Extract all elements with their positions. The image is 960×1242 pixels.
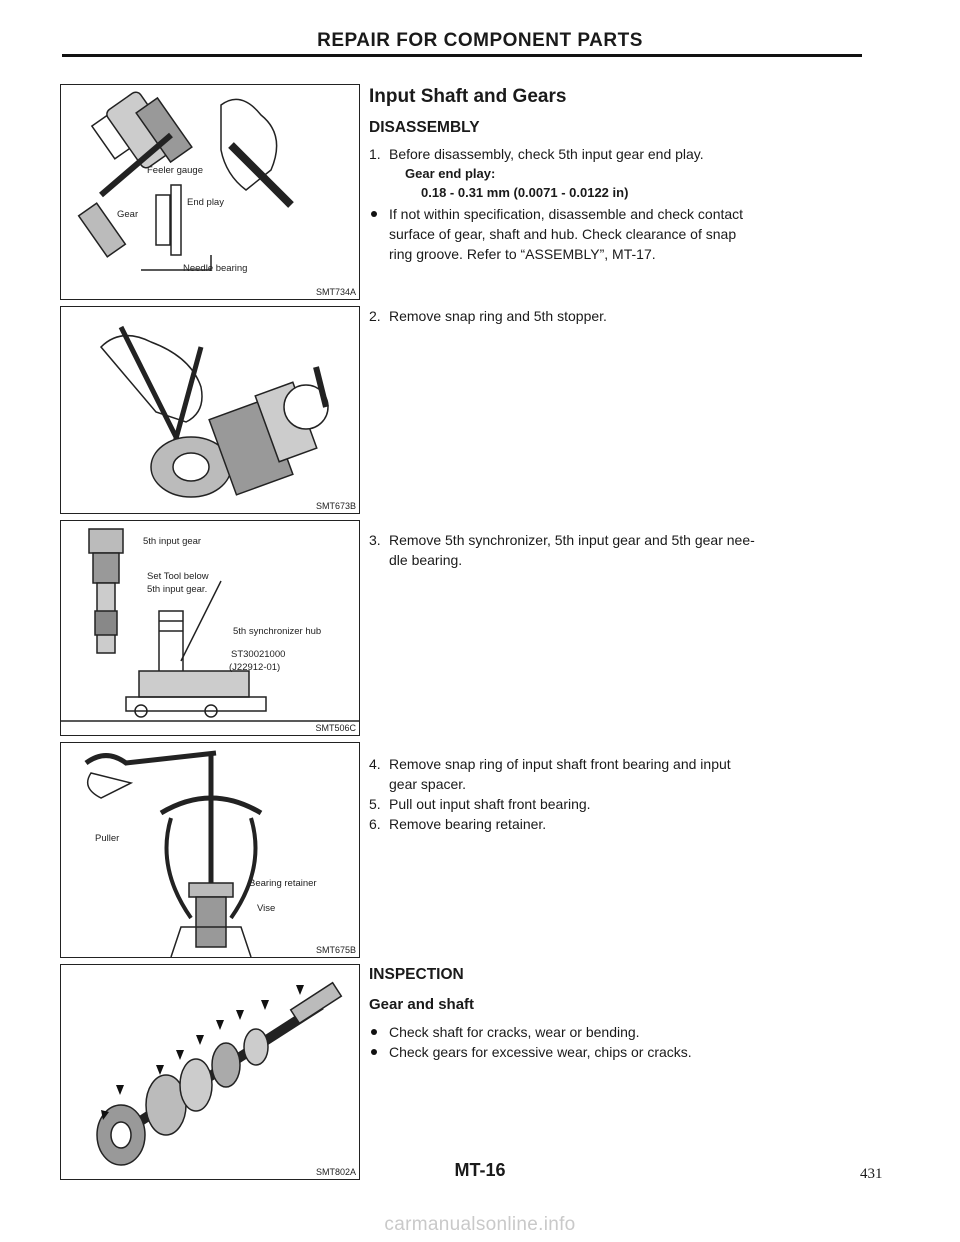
spec-value: 0.18 - 0.31 mm (0.0071 - 0.0122 in) <box>421 185 629 200</box>
content-column: Input Shaft and Gears DISASSEMBLY 1. Before disassembly, check 5th input gear end play. Gear end play: 0.18 - 0.31 mm (0.0071 - 0.0122 in) If not within specification, disassemble and check contact surface of gear, shaft and hub. Check clearance of snap ring groove. Refer to “ASSEMBLY”, MT-17. 2. Remove snap ring and 5th stopper. 3. Remove 5th synchronizer, 5th input gear and 5th gear nee- dle bearing. 4. Remove snap ring of input shaft front bearing and input gear spacer. 5. Pull out input shaft front bearing. 6. Remove bearing retainer. INSPECTION Gear and shaft Check shaft for cracks, wear or bending. Check gears for excessive wear, chips or cracks. <box>369 86 755 1060</box>
figure-code: SMT506C <box>315 723 356 733</box>
disassembly-heading: DISASSEMBLY <box>369 119 480 136</box>
label-5th-input-gear-2: 5th input gear. <box>147 584 208 595</box>
figure-gear-inspection <box>60 964 360 1180</box>
figure-synchronizer <box>60 520 360 736</box>
page-header: REPAIR FOR COMPONENT PARTS <box>317 30 643 51</box>
page-number: 431 <box>860 1166 883 1182</box>
inspection-heading: INSPECTION <box>369 966 464 983</box>
figure-code: SMT673B <box>315 501 356 511</box>
label-end-play: End play <box>187 197 224 208</box>
label-bearing-retainer: Bearing retainer <box>249 878 317 889</box>
watermark: carmanualsonline.info <box>384 1214 576 1235</box>
gear-shaft-subheading: Gear and shaft <box>369 996 475 1013</box>
label-j22912-01: (J22912-01) <box>229 662 281 673</box>
puller-illustration <box>61 743 359 957</box>
figure-code: SMT675B <box>315 945 356 955</box>
label-set-tool: Set Tool below <box>147 571 209 582</box>
label-st30021000: ST30021000 <box>231 649 286 660</box>
figure-end-play <box>60 84 360 300</box>
figure-puller <box>60 742 360 958</box>
gear-shaft-illustration <box>61 965 359 1179</box>
label-gear: Gear <box>117 209 139 220</box>
label-vise: Vise <box>257 903 276 914</box>
section-footer: MT-16 <box>454 1160 506 1180</box>
label-puller: Puller <box>95 833 120 844</box>
spec-label: Gear end play: <box>405 166 496 181</box>
label-feeler-gauge: Feeler gauge <box>147 165 203 176</box>
section-title: Input Shaft and Gears <box>369 86 567 107</box>
figure-code: SMT734A <box>315 287 356 297</box>
figure-snap-ring <box>60 306 360 514</box>
label-needle-bearing: Needle bearing <box>183 263 248 274</box>
figure-code: SMT802A <box>315 1167 356 1177</box>
label-5th-synchronizer-hub: 5th synchronizer hub <box>233 626 322 637</box>
label-5th-input-gear: 5th input gear <box>143 536 202 547</box>
snap-ring-illustration <box>61 307 359 513</box>
